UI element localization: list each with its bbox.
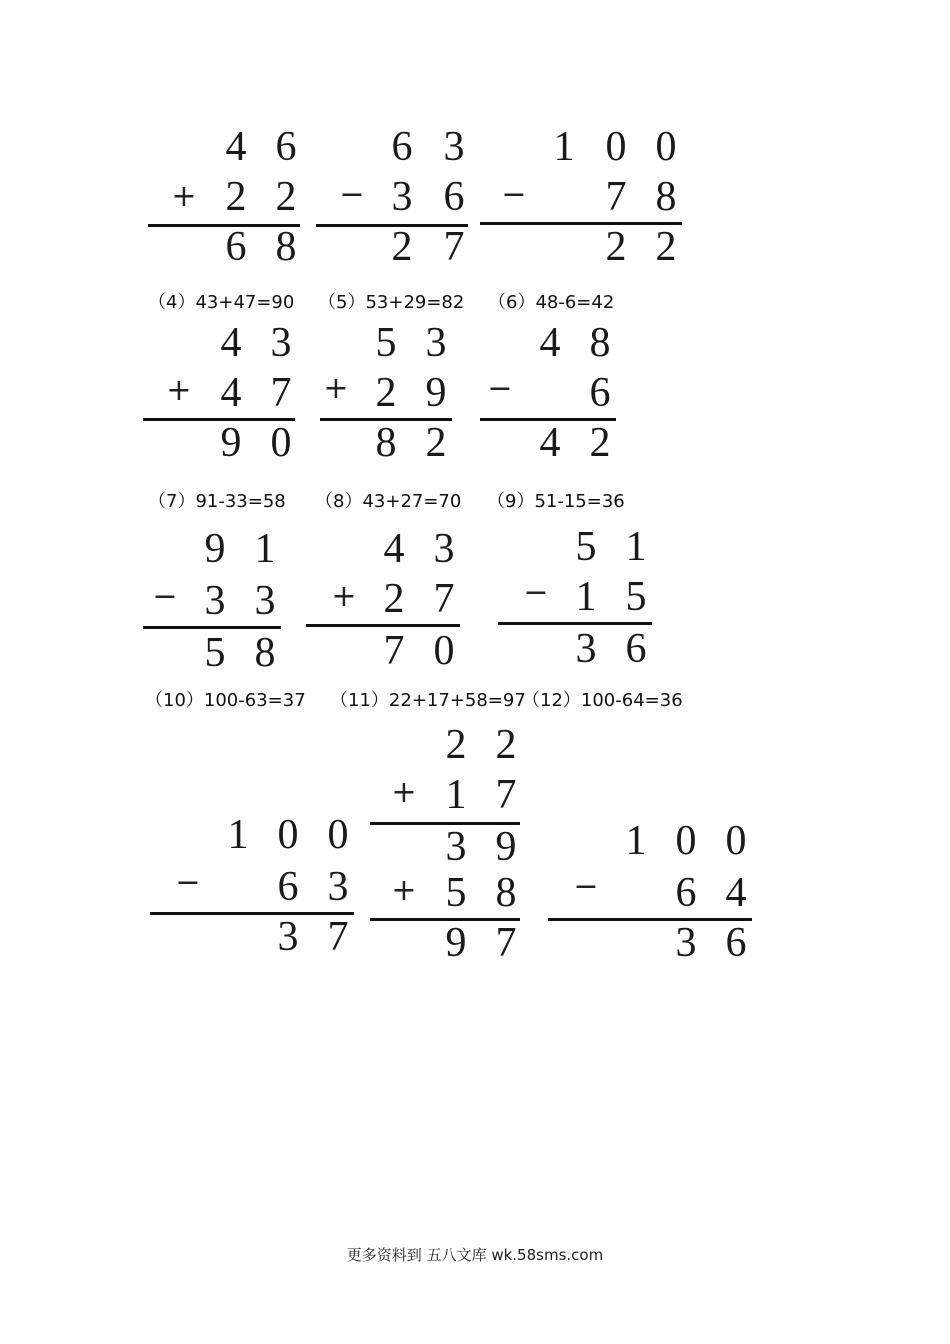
digit: 6 [275, 124, 297, 170]
digit: 2 [275, 174, 297, 220]
digit: 1 [625, 524, 647, 570]
digit: 2 [445, 722, 467, 768]
digit: 6 [277, 864, 299, 910]
digit: 6 [725, 920, 747, 966]
problem-11-label: （11）22+17+58=97 [330, 690, 526, 711]
problem-12-label: （12）100-64=36 [522, 690, 683, 711]
digit: 7 [605, 174, 627, 220]
digit: 9 [204, 526, 226, 572]
plus-sign: + [331, 579, 357, 614]
digit: 3 [575, 626, 597, 672]
digit: 6 [589, 370, 611, 416]
problem-10-label: （10）100-63=37 [145, 690, 306, 711]
digit: 2 [605, 224, 627, 270]
problem-4-label: （4）43+47=90 [148, 292, 295, 313]
digit: 1 [445, 772, 467, 818]
digit: 5 [575, 524, 597, 570]
digit: 3 [270, 320, 292, 366]
digit: 6 [225, 224, 247, 270]
digit: 3 [433, 526, 455, 572]
digit: 0 [327, 812, 349, 858]
digit: 5 [204, 630, 226, 676]
digit: 8 [655, 174, 677, 220]
digit: 4 [383, 526, 405, 572]
digit: 7 [327, 914, 349, 960]
digit: 0 [605, 124, 627, 170]
digit: 1 [575, 574, 597, 620]
problem-9-label: （9）51-15=36 [487, 491, 625, 512]
digit: 0 [725, 818, 747, 864]
digit: 4 [539, 420, 561, 466]
problem-7-label: （7）91-33=58 [148, 491, 286, 512]
digit: 8 [589, 320, 611, 366]
digit: 1 [254, 526, 276, 572]
digit: 3 [391, 174, 413, 220]
digit: 2 [655, 224, 677, 270]
digit: 4 [725, 870, 747, 916]
digit: 8 [375, 420, 397, 466]
digit: 7 [270, 370, 292, 416]
digit: 2 [589, 420, 611, 466]
digit: 0 [277, 812, 299, 858]
digit: 3 [277, 914, 299, 960]
plus-sign: + [323, 371, 349, 406]
digit: 4 [220, 320, 242, 366]
minus-sign: − [339, 177, 365, 212]
minus-sign: − [152, 579, 178, 614]
digit: 9 [220, 420, 242, 466]
plus-sign: + [171, 179, 197, 214]
digit: 9 [495, 824, 517, 870]
minus-sign: − [501, 177, 527, 212]
digit: 7 [443, 224, 465, 270]
digit: 3 [445, 824, 467, 870]
digit: 9 [425, 370, 447, 416]
minus-sign: − [573, 869, 599, 904]
digit: 8 [254, 630, 276, 676]
plus-sign: + [166, 373, 192, 408]
minus-sign: − [487, 371, 513, 406]
digit: 3 [443, 124, 465, 170]
digit: 6 [391, 124, 413, 170]
digit: 1 [625, 818, 647, 864]
digit: 2 [375, 370, 397, 416]
plus-sign: + [391, 873, 417, 908]
digit: 4 [539, 320, 561, 366]
digit: 3 [425, 320, 447, 366]
digit: 1 [553, 124, 575, 170]
digit: 0 [433, 628, 455, 674]
digit: 7 [383, 628, 405, 674]
digit: 6 [625, 626, 647, 672]
digit: 3 [204, 578, 226, 624]
digit: 7 [495, 772, 517, 818]
problem-6-label: （6）48-6=42 [488, 292, 615, 313]
digit: 2 [425, 420, 447, 466]
footer-source-text: 更多资料到 五八文库 wk.58sms.com [346, 1246, 604, 1264]
digit: 6 [443, 174, 465, 220]
digit: 2 [225, 174, 247, 220]
minus-sign: − [175, 865, 201, 900]
digit: 9 [445, 920, 467, 966]
digit: 5 [445, 870, 467, 916]
digit: 2 [495, 722, 517, 768]
digit: 2 [391, 224, 413, 270]
digit: 8 [495, 870, 517, 916]
digit: 3 [254, 578, 276, 624]
digit: 6 [675, 870, 697, 916]
digit: 5 [375, 320, 397, 366]
digit: 0 [655, 124, 677, 170]
problem-8-label: （8）43+27=70 [315, 491, 462, 512]
digit: 8 [275, 224, 297, 270]
digit: 4 [225, 124, 247, 170]
digit: 5 [625, 574, 647, 620]
plus-sign: + [391, 775, 417, 810]
digit: 0 [270, 420, 292, 466]
digit: 1 [227, 812, 249, 858]
digit: 3 [675, 920, 697, 966]
digit: 4 [220, 370, 242, 416]
minus-sign: − [523, 575, 549, 610]
digit: 3 [327, 864, 349, 910]
problem-5-label: （5）53+29=82 [318, 292, 465, 313]
digit: 0 [675, 818, 697, 864]
digit: 2 [383, 576, 405, 622]
digit: 7 [495, 920, 517, 966]
digit: 7 [433, 576, 455, 622]
